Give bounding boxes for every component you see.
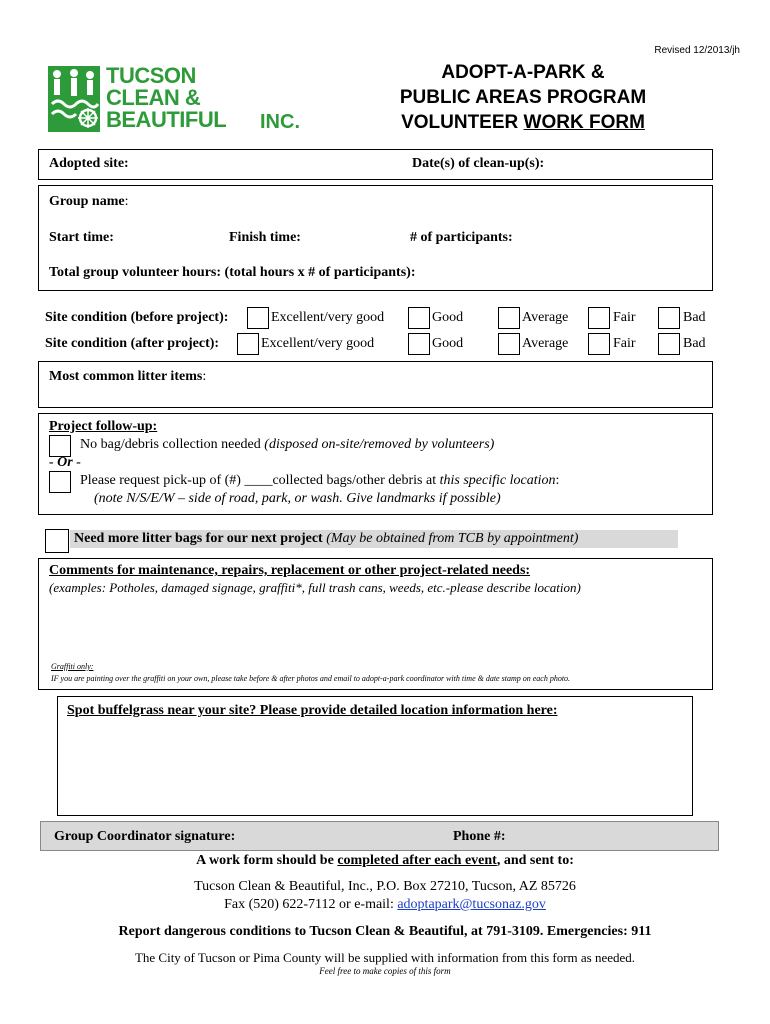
mailing-address: Tucson Clean & Beautiful, Inc., P.O. Box 27210, Tucson, AZ 85726: [194, 879, 576, 894]
after-bad-label: Bad: [683, 336, 706, 351]
fax-email: [0, 897, 770, 913]
after-average-checkbox[interactable]: [498, 333, 520, 355]
email-link[interactable]: adoptapark@tucsonaz.gov: [397, 897, 546, 912]
before-average-checkbox[interactable]: [498, 307, 520, 329]
adopted-site-label[interactable]: Adopted site:: [49, 156, 129, 171]
comments-title: Comments for maintenance, repairs, replacement or other project-related needs:: [49, 563, 531, 578]
send-b: completed after each event: [337, 853, 497, 868]
litter-bags-bar: [70, 530, 678, 548]
after-bad-checkbox[interactable]: [658, 333, 680, 355]
logo-line1: TUCSON: [106, 63, 196, 88]
litter-bags-label: Need more litter bags for our next project: [74, 531, 323, 546]
participants-label[interactable]: # of participants:: [410, 230, 513, 245]
before-fair-label: Fair: [613, 310, 636, 325]
condition-after-label: Site condition (after project):: [45, 336, 220, 351]
copies-note: Feel free to make copies of this form: [319, 966, 451, 976]
no-collection-text: No bag/debris collection needed: [80, 437, 265, 452]
group-name-colon: :: [124, 194, 129, 209]
revision-note: Revised 12/2013/jh: [654, 45, 740, 56]
pickup-colon: :: [555, 473, 560, 488]
before-average-label: Average: [522, 310, 569, 325]
before-good-label: Good: [432, 310, 464, 325]
logo-line3: BEAUTIFUL: [106, 107, 227, 132]
title-line1: ADOPT-A-PARK &: [441, 62, 605, 83]
group-box: [38, 185, 713, 291]
finish-time-label[interactable]: Finish time:: [229, 230, 301, 245]
send-c: , and sent to:: [496, 853, 574, 868]
litter-label-text: Most common litter items: [49, 369, 203, 384]
pickup-label: [80, 473, 559, 489]
before-excellent-checkbox[interactable]: [247, 307, 269, 329]
start-time-label[interactable]: Start time:: [49, 230, 114, 245]
buffelgrass-box[interactable]: [57, 696, 693, 816]
or-separator: - Or -: [49, 455, 81, 470]
no-collection-checkbox[interactable]: [49, 435, 71, 457]
pickup-note: (note N/S/E/W – side of road, park, or wash. Give landmarks if possible): [94, 491, 501, 506]
after-fair-checkbox[interactable]: [588, 333, 610, 355]
logo-line2: CLEAN &: [106, 85, 201, 110]
fax-text: Fax (520) 622-7112 or e-mail:: [224, 897, 398, 912]
report-conditions: Report dangerous conditions to Tucson Clean & Beautiful, at 791-3109. Emergencies: 911: [118, 924, 652, 939]
site-box: [38, 149, 713, 180]
litter-label: [49, 369, 206, 385]
title-line3-a: VOLUNTEER: [401, 112, 524, 133]
before-bad-checkbox[interactable]: [658, 307, 680, 329]
after-good-checkbox[interactable]: [408, 333, 430, 355]
graffiti-title: Graffiti only:: [51, 662, 94, 671]
before-excellent-label: Excellent/very good: [271, 310, 385, 325]
after-excellent-label: Excellent/very good: [261, 336, 375, 351]
litter-bags-checkbox[interactable]: [45, 529, 69, 553]
title-line2: PUBLIC AREAS PROGRAM: [399, 87, 647, 108]
coordinator-signature-label[interactable]: Group Coordinator signature:: [54, 829, 236, 844]
dates-label[interactable]: Date(s) of clean-up(s):: [412, 156, 545, 171]
before-fair-checkbox[interactable]: [588, 307, 610, 329]
followup-title: Project follow-up:: [49, 419, 158, 434]
signature-bar: [40, 821, 719, 851]
after-excellent-checkbox[interactable]: [237, 333, 259, 355]
litter-box[interactable]: [38, 361, 713, 408]
litter-label-colon: :: [202, 369, 207, 384]
group-name-label[interactable]: [49, 194, 128, 210]
condition-before-label: Site condition (before project):: [45, 310, 229, 325]
title-line3: [388, 110, 658, 135]
comments-examples: (examples: Potholes, damaged signage, graffiti*, full trash cans, weeds, etc.-please describe location): [49, 580, 581, 595]
pickup-location: this specific location: [439, 473, 556, 488]
send-a: A work form should be: [196, 853, 338, 868]
after-fair-label: Fair: [613, 336, 636, 351]
page-title: [388, 60, 658, 135]
no-collection-label: [80, 437, 494, 453]
tcb-logo: [48, 63, 318, 136]
buffelgrass-label: Spot buffelgrass near your site? Please provide detailed location information here:: [67, 703, 558, 718]
after-good-label: Good: [432, 336, 464, 351]
no-collection-note: (disposed on-site/removed by volunteers): [264, 437, 495, 452]
group-name-text: Group name: [49, 194, 125, 209]
title-line3-b: WORK FORM: [523, 112, 645, 133]
total-hours-label[interactable]: Total group volunteer hours: (total hours x # of participants):: [49, 265, 416, 280]
before-good-checkbox[interactable]: [408, 307, 430, 329]
tcb-logo-icon: [48, 66, 100, 132]
supply-notice: The City of Tucson or Pima County will be supplied with information from this form as needed.: [134, 950, 636, 965]
send-instructions: [0, 853, 770, 869]
litter-bags-note: (May be obtained from TCB by appointment): [322, 531, 579, 546]
after-average-label: Average: [522, 336, 569, 351]
pickup-checkbox[interactable]: [49, 471, 71, 493]
logo-inc: INC.: [260, 111, 300, 133]
comments-box[interactable]: [38, 558, 713, 690]
graffiti-note: IF you are painting over the graffiti on your own, please take before & after photos and email to adopt-a-park coordinator with time & date stamp on each photo.: [51, 674, 571, 683]
phone-label[interactable]: Phone #:: [453, 829, 506, 844]
before-bad-label: Bad: [683, 310, 706, 325]
pickup-text: Please request pick-up of (#) ____collected bags/other debris at: [80, 473, 440, 488]
